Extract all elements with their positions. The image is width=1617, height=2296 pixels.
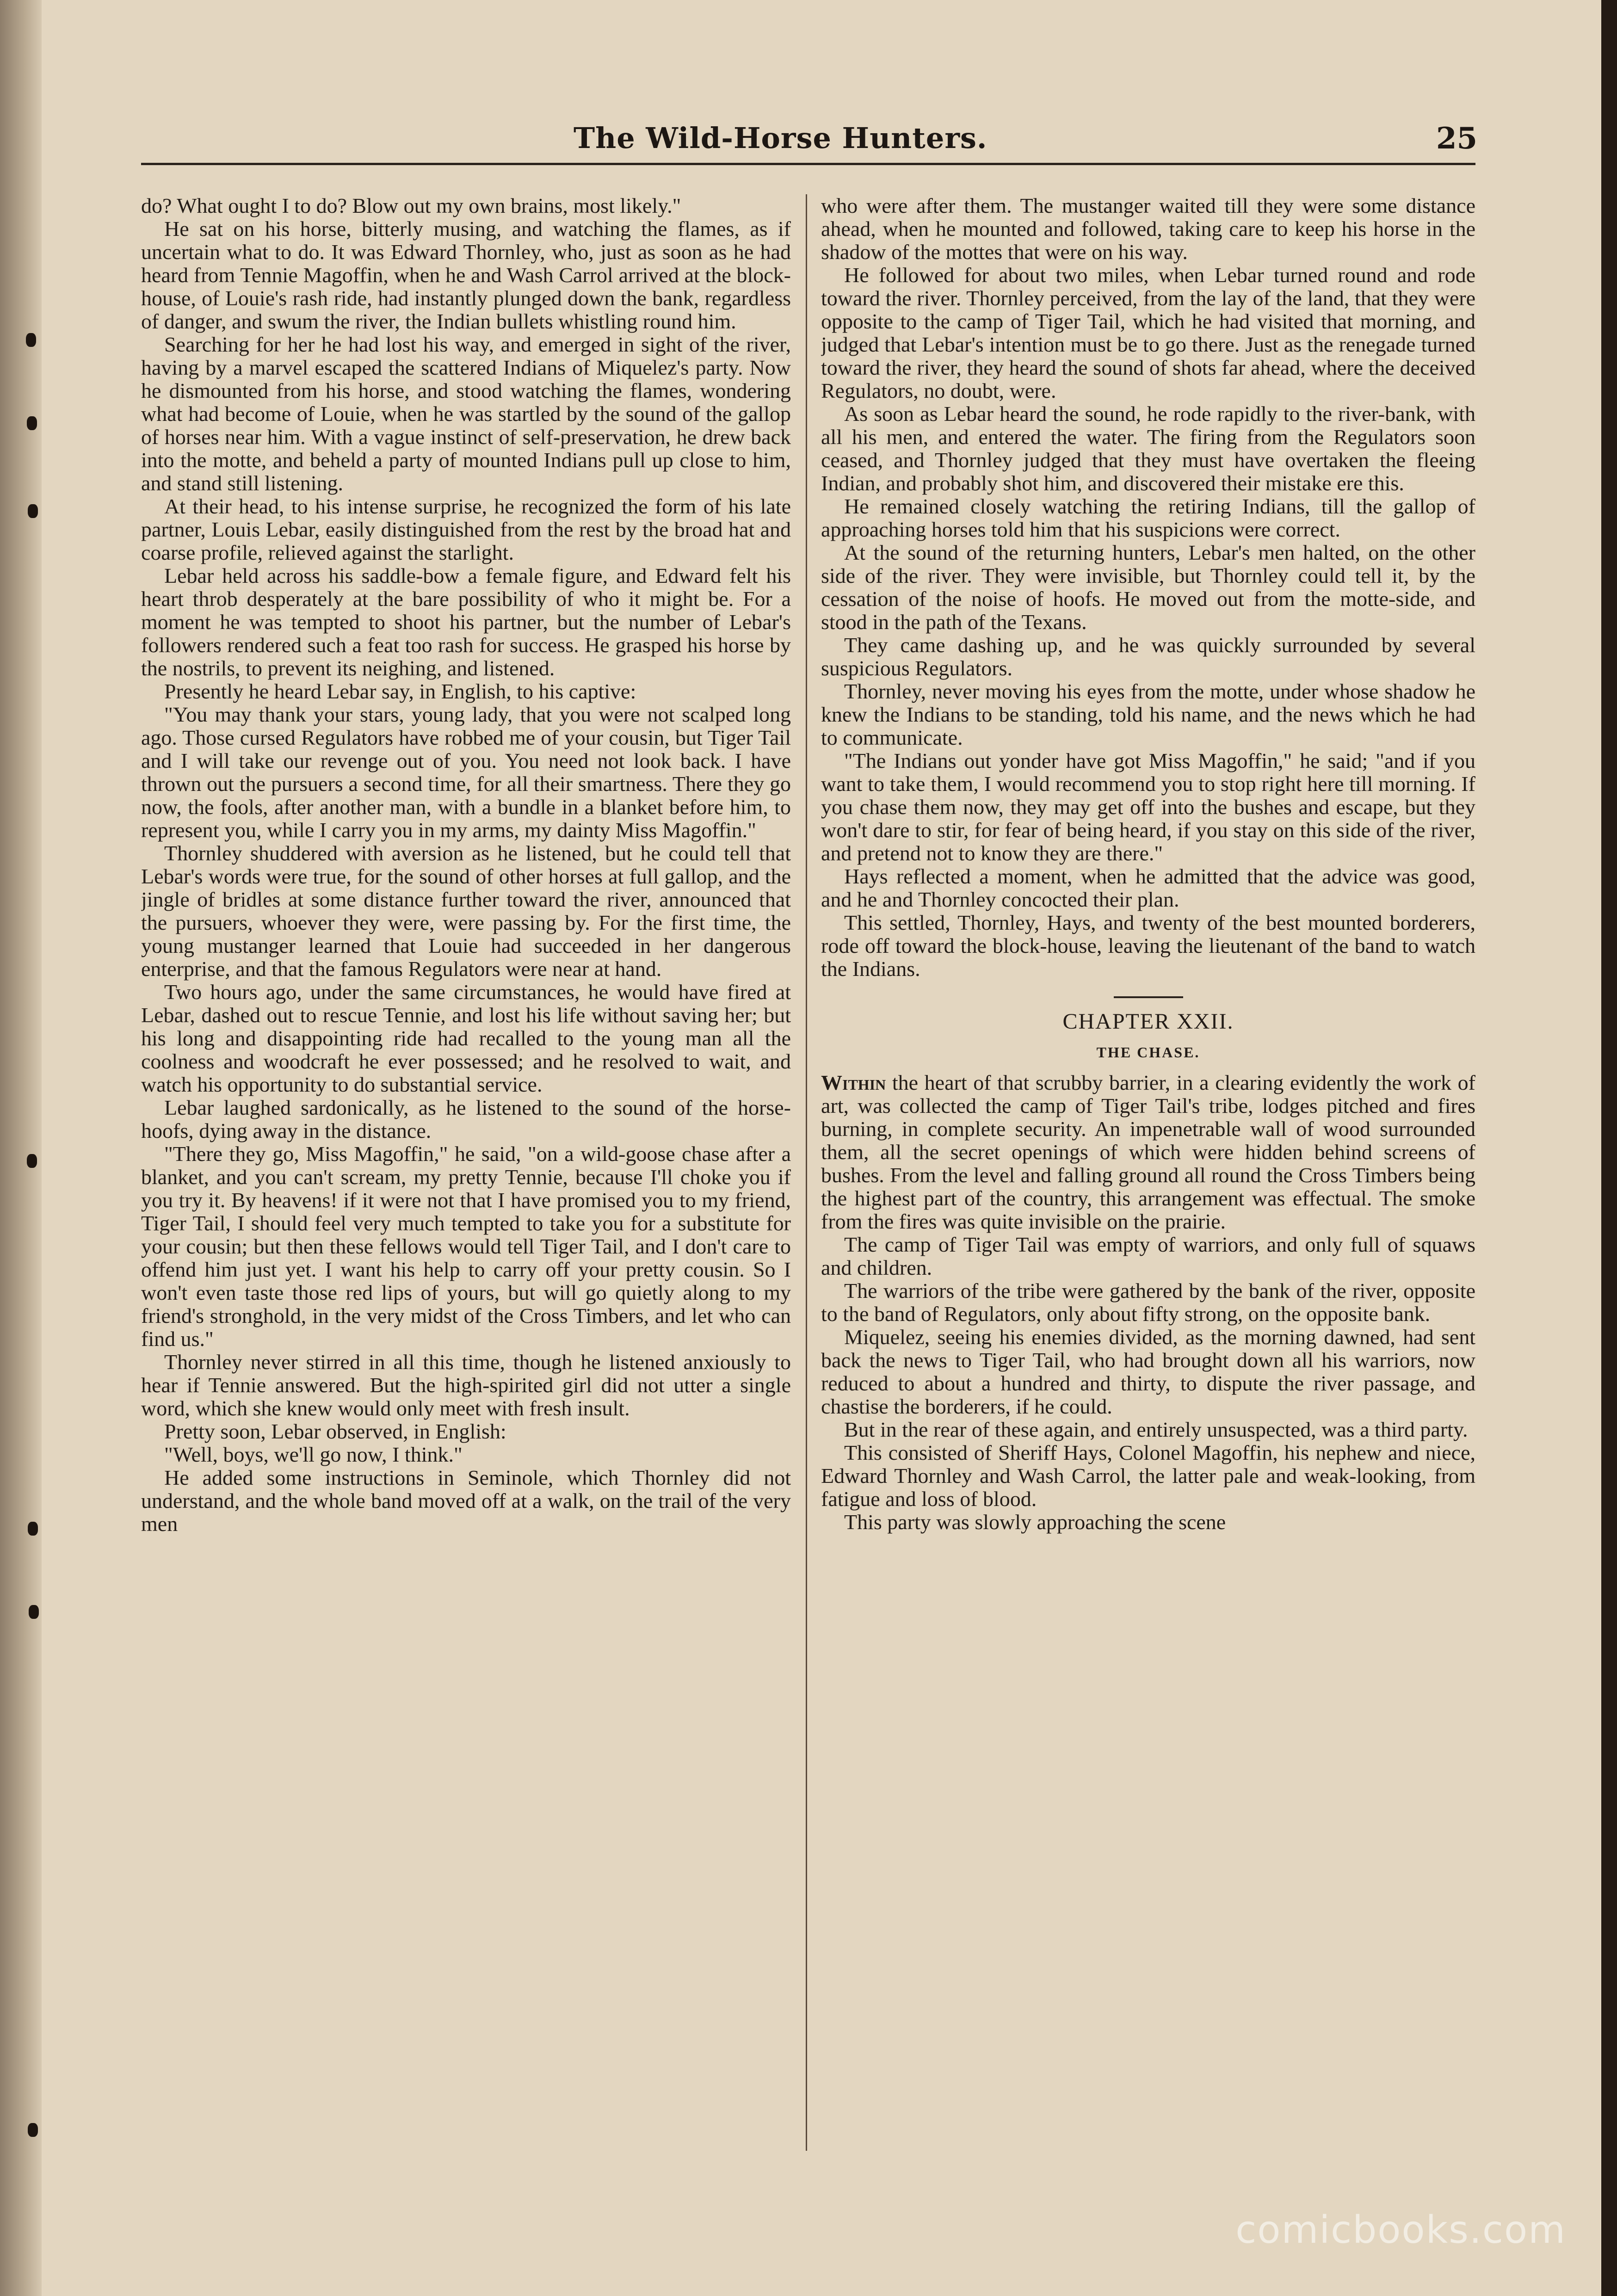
paragraph: Thornley never stirred in all this time, though he listened anxiously to hear if Tennie answered. But the high-spirited girl did not utter a single word, which she knew would only meet with fresh insult. bbox=[141, 1350, 791, 1420]
binding-hole bbox=[29, 1605, 39, 1619]
paragraph: This consisted of Sheriff Hays, Colonel Magoffin, his nephew and niece, Edward Thornley and Wash Carrol, the latter pale and weak-looking, from fatigue and loss of blood. bbox=[821, 1441, 1475, 1511]
paragraph: do? What ought I to do? Blow out my own brains, most likely." bbox=[141, 194, 681, 217]
chapter-subtitle: THE CHASE. bbox=[1096, 1044, 1200, 1061]
section-separator bbox=[1114, 996, 1183, 998]
chapter-title: CHAPTER XXII. bbox=[1062, 1009, 1234, 1034]
paragraph: Two hours ago, under the same circumstances, he would have fired at Lebar, dashed out to rescue Tennie, and lost his life without saving her; but his long and disappointing ride had recalled to the young man all the coolness and woodcraft he ever possessed; and he resolved to wait, and watch his opportunity to do substantial service. bbox=[141, 980, 791, 1096]
binding-hole bbox=[28, 2123, 38, 2137]
paragraph: He followed for about two miles, when Lebar turned round and rode toward the river. Thornley perceived, from the lay of the land, that they were opposite to the camp of Tiger Tail, which he had visited that morning, and judged that Lebar's intention must be to go there. Just as the renegade turned toward the river, they heard the sound of shots far ahead, where the deceived Regulators, no doubt, were. bbox=[821, 263, 1475, 402]
running-title: The Wild-Horse Hunters. bbox=[574, 121, 987, 155]
drop-lead-word: Within bbox=[821, 1071, 886, 1094]
paragraph: He added some instructions in Seminole, which Thornley did not understand, and the whole band moved off at a walk, on the trail of the very men bbox=[141, 1466, 791, 1536]
paragraph: Miquelez, seeing his enemies divided, as the morning dawned, had sent back the news to Tiger Tail, who had brought down all his warriors, now reduced to about a hundred and thirty, to dispute the river passage, and chastise the borderers, if he could. bbox=[821, 1325, 1475, 1418]
paragraph: "Well, boys, we'll go now, I think." bbox=[164, 1443, 463, 1466]
paragraph: Lebar held across his saddle-bow a female figure, and Edward felt his heart throb desperately at the bare possibility of who it might be. For a moment he was tempted to shoot his partner, but the number of Lebar's followers rendered such a feat too rash for success. He grasped his horse by the nostrils, to prevent its neighing, and listened. bbox=[141, 564, 791, 680]
paragraph: This settled, Thornley, Hays, and twenty of the best mounted borderers, rode off toward the block-house, leaving the lieutenant of the band to watch the Indians. bbox=[821, 911, 1475, 981]
watermark: comicbooks.com bbox=[1235, 2208, 1566, 2252]
paragraph bbox=[821, 1071, 1475, 1233]
left-column bbox=[141, 194, 791, 2151]
binding-hole bbox=[27, 1154, 37, 1168]
paragraph: He remained closely watching the retiring Indians, till the gallop of approaching horses told him that his suspicions were correct. bbox=[821, 494, 1475, 541]
paragraph: They came dashing up, and he was quickly surrounded by several suspicious Regulators. bbox=[821, 633, 1475, 680]
paragraph: Presently he heard Lebar say, in English, to his captive: bbox=[164, 679, 636, 703]
paragraph: Thornley, never moving his eyes from the motte, under whose shadow he knew the Indians to be standing, told his name, and the news which he had to communicate. bbox=[821, 679, 1475, 749]
page-edge bbox=[1601, 0, 1617, 2296]
binding-hole bbox=[26, 333, 36, 347]
binding-gutter bbox=[0, 0, 42, 2296]
paragraph: Searching for her he had lost his way, and emerged in sight of the river, having by a marvel escaped the scattered Indians of Miquelez's party. Now he dismounted from his horse, and stood watching the flames, wondering what had become of Louie, when he was startled by the sound of the gallop of horses near him. With a vague instinct of self-preservation, he drew back into the motte, and beheld a party of mounted Indians pull up close to him, and stand still listening. bbox=[141, 333, 791, 495]
paragraph: He sat on his horse, bitterly musing, and watching the flames, as if uncertain what to do. It was Edward Thornley, who, just as soon as he had heard from Tennie Magoffin, when he and Wash Carrol arrived at the block-house, of Louie's rash ride, had instantly plunged down the bank, regardless of danger, and swum the river, the Indian bullets whistling round him. bbox=[141, 217, 791, 333]
paragraph: Pretty soon, Lebar observed, in English: bbox=[164, 1420, 506, 1443]
paragraph: Hays reflected a moment, when he admitted that the advice was good, and he and Thornley concocted their plan. bbox=[821, 864, 1475, 911]
paragraph: who were after them. The mustanger waited till they were some distance ahead, when he mounted and followed, taking care to keep his horse in the shadow of the mottes that were on his way. bbox=[821, 194, 1475, 264]
paragraph: "The Indians out yonder have got Miss Magoffin," he said; "and if you want to take them, I would recommend you to stop right here till morning. If you chase them now, they may get off into the bushes and escape, but they won't dare to stir, for fear of being heard, if you stay on this side of the river, and pretend not to know they are there." bbox=[821, 749, 1475, 865]
paragraph: "There they go, Miss Magoffin," he said, "on a wild-goose chase after a blanket, and you can't scream, my pretty Tennie, because I'll choke you if you try it. By heavens! if it were not that I have promised you to my friend, Tiger Tail, I should feel very much tempted to take you for a substitute for your cousin; but then these fellows would tell Tiger Tail, and I don't care to offend him just yet. I want his help to carry off your pretty cousin. So I won't even taste those red lips of yours, but will go quietly along to my friend's stronghold, in the very midst of the Cross Timbers, and let who can find us." bbox=[141, 1142, 791, 1351]
paragraph: At the sound of the returning hunters, Lebar's men halted, on the other side of the river. They were invisible, but Thornley could tell it, by the cessation of the noise of hoofs. He moved out from the motte-side, and stood in the path of the Texans. bbox=[821, 541, 1475, 634]
paragraph: Thornley shuddered with aversion as he listened, but he could tell that Lebar's words were true, for the sound of other horses at full gallop, and the jingle of bridles at some distance further toward the river, announced that the pursuers, whoever they were, were passing by. For the first time, the young mustanger learned that Louie had succeeded in her dangerous enterprise, and that the famous Regulators were near at hand. bbox=[141, 841, 791, 981]
paragraph: "You may thank your stars, young lady, that you were not scalped long ago. Those cursed Regulators have robbed me of your cousin, but Tiger Tail and I will take our revenge out of you. You need not look back. I have thrown out the pursuers a second time, for all their smartness. There they go now, the fools, after another man, with a bundle in a blanket before him, to represent you, while I carry you in my arms, my dainty Miss Magoffin." bbox=[141, 703, 791, 842]
paragraph: As soon as Lebar heard the sound, he rode rapidly to the river-bank, with all his men, and entered the water. The firing from the Regulators soon ceased, and Thornley judged that they must have overtaken the fleeing Indian, and probably shot him, and discovered their mistake ere this. bbox=[821, 402, 1475, 495]
paragraph-text: the heart of that scrubby barrier, in a clearing evidently the work of art, was collected the camp of Tiger Tail's tribe, lodges pitched and fires burning, in complete security. An impenetrable wall of wood surrounded them, all the secret openings of which were hidden behind screens of bushes. From the level and falling ground all round the Cross Timbers being the highest part of the country, this arrangement was effectual. The smoke from the fires was quite invisible on the prairie. bbox=[821, 1071, 1475, 1233]
paragraph: The warriors of the tribe were gathered by the bank of the river, opposite to the band of Regulators, only about fifty strong, on the opposite bank. bbox=[821, 1279, 1475, 1326]
right-column bbox=[821, 194, 1475, 2151]
header-rule bbox=[141, 163, 1475, 165]
paragraph: This party was slowly approaching the scene bbox=[844, 1510, 1226, 1534]
paragraph: But in the rear of these again, and entirely unsuspected, was a third party. bbox=[844, 1418, 1468, 1441]
binding-hole bbox=[28, 504, 38, 518]
paragraph: The camp of Tiger Tail was empty of warriors, and only full of squaws and children. bbox=[821, 1233, 1475, 1279]
paragraph: At their head, to his intense surprise, he recognized the form of his late partner, Louis Lebar, easily distinguished from the rest by the broad hat and coarse profile, relieved against the starlight. bbox=[141, 494, 791, 564]
binding-hole bbox=[27, 416, 37, 430]
binding-hole bbox=[28, 1522, 38, 1536]
page-number: 25 bbox=[1436, 121, 1477, 156]
column-divider bbox=[806, 194, 807, 2151]
paragraph: Lebar laughed sardonically, as he listened to the sound of the horse-hoofs, dying away in the distance. bbox=[141, 1096, 791, 1142]
